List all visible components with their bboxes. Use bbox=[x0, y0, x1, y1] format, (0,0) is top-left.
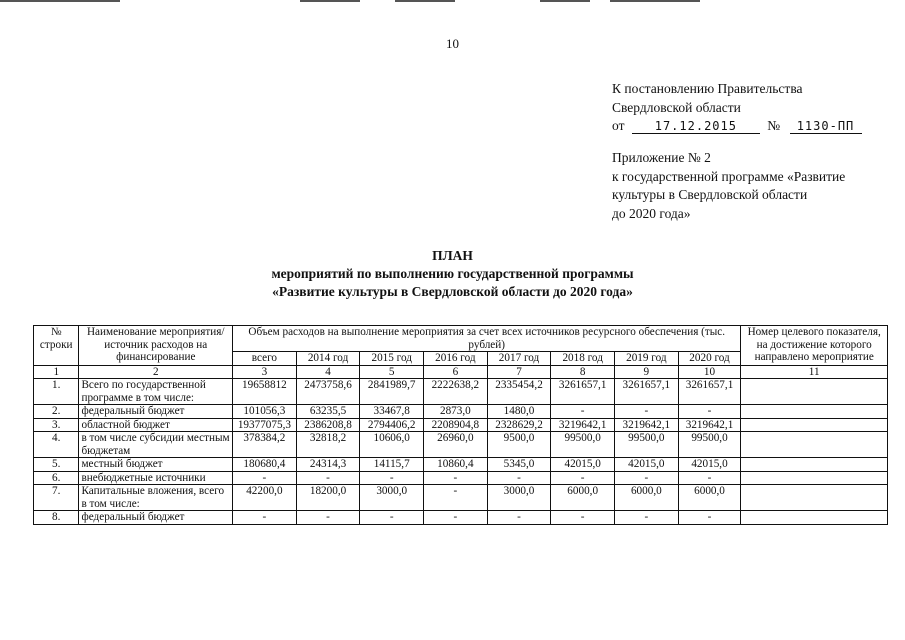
row-value: - bbox=[424, 471, 488, 485]
row-value: 3261657,1 bbox=[551, 379, 615, 405]
row-value: 3261657,1 bbox=[678, 379, 741, 405]
row-name: в том числе субсидии местным бюджетам bbox=[79, 432, 233, 458]
row-value: - bbox=[551, 471, 615, 485]
column-index: 7 bbox=[487, 365, 551, 379]
plan-table bbox=[33, 325, 888, 525]
scan-edge-line bbox=[395, 0, 455, 2]
decree-line: Свердловской области bbox=[612, 99, 741, 115]
row-number: 1. bbox=[34, 379, 79, 405]
appendix-line: Приложение № 2 bbox=[612, 150, 711, 165]
row-value: 3219642,1 bbox=[551, 418, 615, 432]
row-name: внебюджетные источники bbox=[79, 471, 233, 485]
document-heading bbox=[0, 247, 905, 301]
row-value: 42015,0 bbox=[678, 458, 741, 472]
column-index: 2 bbox=[79, 365, 233, 379]
header-row-number: № строки bbox=[34, 326, 79, 366]
row-value: 6000,0 bbox=[678, 485, 741, 511]
row-value: 63235,5 bbox=[296, 405, 360, 419]
row-value: 3261657,1 bbox=[615, 379, 679, 405]
row-value: 42015,0 bbox=[615, 458, 679, 472]
table-row bbox=[34, 432, 888, 458]
row-value: 180680,4 bbox=[233, 458, 297, 472]
scan-edge-line bbox=[0, 0, 120, 2]
table-row bbox=[34, 379, 888, 405]
row-value: - bbox=[233, 511, 297, 525]
row-name: федеральный бюджет bbox=[79, 511, 233, 525]
row-value: 2328629,2 bbox=[487, 418, 551, 432]
row-value: 2873,0 bbox=[424, 405, 488, 419]
table-row bbox=[34, 405, 888, 419]
appendix-line: культуры в Свердловской области bbox=[612, 187, 808, 202]
row-value: 2335454,2 bbox=[487, 379, 551, 405]
table-row bbox=[34, 471, 888, 485]
row-indicator bbox=[741, 485, 888, 511]
row-value: 10860,4 bbox=[424, 458, 488, 472]
row-value: 42200,0 bbox=[233, 485, 297, 511]
row-value: 9500,0 bbox=[487, 432, 551, 458]
page-number: 10 bbox=[446, 36, 459, 51]
table-row bbox=[34, 418, 888, 432]
row-value: - bbox=[360, 511, 424, 525]
header-indicator: Номер целевого показателя, на достижение которого направлено мероприятие bbox=[741, 326, 888, 366]
row-name: местный бюджет bbox=[79, 458, 233, 472]
column-index: 6 bbox=[424, 365, 488, 379]
subheader-year: 2016 год bbox=[424, 352, 488, 366]
row-value: 2473758,6 bbox=[296, 379, 360, 405]
row-value: 2794406,2 bbox=[360, 418, 424, 432]
row-name: Капитальные вложения, всего в том числе: bbox=[79, 485, 233, 511]
column-index: 9 bbox=[615, 365, 679, 379]
row-value: 33467,8 bbox=[360, 405, 424, 419]
row-number: 4. bbox=[34, 432, 79, 458]
decree-number: 1130-ПП bbox=[790, 119, 862, 134]
row-value: 2841989,7 bbox=[360, 379, 424, 405]
column-index: 11 bbox=[741, 365, 888, 379]
heading-subtitle: мероприятий по выполнению государственной программы bbox=[271, 266, 634, 281]
subheader-year: 2019 год bbox=[615, 352, 679, 366]
row-name: федеральный бюджет bbox=[79, 405, 233, 419]
decree-number-label: № bbox=[767, 118, 781, 133]
subheader-year: 2020 год bbox=[678, 352, 741, 366]
appendix-line: к государственной программе «Развитие bbox=[612, 168, 846, 184]
column-index: 5 bbox=[360, 365, 424, 379]
subheader-year: 2015 год bbox=[360, 352, 424, 366]
row-number: 5. bbox=[34, 458, 79, 472]
row-value: 3000,0 bbox=[487, 485, 551, 511]
table-row bbox=[34, 511, 888, 525]
row-value: 18200,0 bbox=[296, 485, 360, 511]
column-index: 4 bbox=[296, 365, 360, 379]
row-value: - bbox=[296, 471, 360, 485]
row-value: 99500,0 bbox=[615, 432, 679, 458]
row-value: 19658812 bbox=[233, 379, 297, 405]
row-value: - bbox=[678, 405, 741, 419]
row-value: - bbox=[487, 471, 551, 485]
row-value: 378384,2 bbox=[233, 432, 297, 458]
row-value: 32818,2 bbox=[296, 432, 360, 458]
row-indicator bbox=[741, 379, 888, 405]
row-value: - bbox=[615, 511, 679, 525]
row-value: 6000,0 bbox=[551, 485, 615, 511]
subheader-year: 2014 год bbox=[296, 352, 360, 366]
row-value: - bbox=[551, 405, 615, 419]
row-number: 7. bbox=[34, 485, 79, 511]
row-value: - bbox=[424, 511, 488, 525]
row-indicator bbox=[741, 458, 888, 472]
row-value: - bbox=[678, 511, 741, 525]
row-value: - bbox=[615, 471, 679, 485]
row-value: 99500,0 bbox=[551, 432, 615, 458]
row-value: 3000,0 bbox=[360, 485, 424, 511]
table-row bbox=[34, 485, 888, 511]
header-name: Наименование мероприятия/ источник расходов на финансирование bbox=[79, 326, 233, 366]
row-value: - bbox=[551, 511, 615, 525]
row-indicator bbox=[741, 511, 888, 525]
decree-reference bbox=[612, 80, 862, 136]
row-value: 2208904,8 bbox=[424, 418, 488, 432]
row-value: 26960,0 bbox=[424, 432, 488, 458]
row-value: 99500,0 bbox=[678, 432, 741, 458]
row-value: - bbox=[424, 485, 488, 511]
decree-line: К постановлению Правительства bbox=[612, 81, 803, 96]
scan-edge-line bbox=[610, 0, 700, 2]
row-number: 3. bbox=[34, 418, 79, 432]
row-indicator bbox=[741, 405, 888, 419]
row-value: 42015,0 bbox=[551, 458, 615, 472]
column-index: 8 bbox=[551, 365, 615, 379]
row-value: 2386208,8 bbox=[296, 418, 360, 432]
scan-edge-line bbox=[540, 0, 590, 2]
subheader-year: 2017 год bbox=[487, 352, 551, 366]
decree-from-label: от bbox=[612, 118, 625, 133]
row-number: 2. bbox=[34, 405, 79, 419]
appendix-block bbox=[612, 149, 845, 223]
row-value: 3219642,1 bbox=[678, 418, 741, 432]
row-value: 2222638,2 bbox=[424, 379, 488, 405]
column-index: 3 bbox=[233, 365, 297, 379]
row-value: - bbox=[233, 471, 297, 485]
decree-date-number bbox=[612, 117, 862, 136]
row-value: 6000,0 bbox=[615, 485, 679, 511]
row-value: 3219642,1 bbox=[615, 418, 679, 432]
row-value: - bbox=[360, 471, 424, 485]
header-volume: Объем расходов на выполнение мероприятия за счет всех источников ресурсного обеспечения (тыс. рублей) bbox=[233, 326, 741, 352]
row-value: 1480,0 bbox=[487, 405, 551, 419]
row-indicator bbox=[741, 418, 888, 432]
column-index: 10 bbox=[678, 365, 741, 379]
scan-edge-line bbox=[300, 0, 360, 2]
row-value: - bbox=[615, 405, 679, 419]
row-indicator bbox=[741, 432, 888, 458]
row-value: 10606,0 bbox=[360, 432, 424, 458]
subheader-year: 2018 год bbox=[551, 352, 615, 366]
row-value: 5345,0 bbox=[487, 458, 551, 472]
row-name: Всего по государственной программе в том числе: bbox=[79, 379, 233, 405]
row-value: - bbox=[678, 471, 741, 485]
row-value: - bbox=[296, 511, 360, 525]
appendix-line: до 2020 года» bbox=[612, 205, 691, 221]
row-indicator bbox=[741, 471, 888, 485]
row-value: 19377075,3 bbox=[233, 418, 297, 432]
row-name: областной бюджет bbox=[79, 418, 233, 432]
table-row bbox=[34, 458, 888, 472]
row-value: 101056,3 bbox=[233, 405, 297, 419]
heading-subtitle: «Развитие культуры в Свердловской области до 2020 года» bbox=[272, 284, 633, 299]
row-value: - bbox=[487, 511, 551, 525]
row-number: 6. bbox=[34, 471, 79, 485]
heading-title: ПЛАН bbox=[432, 248, 473, 263]
row-value: 14115,7 bbox=[360, 458, 424, 472]
row-value: 24314,3 bbox=[296, 458, 360, 472]
column-index: 1 bbox=[34, 365, 79, 379]
subheader-total: всего bbox=[233, 352, 297, 366]
decree-date: 17.12.2015 bbox=[632, 119, 760, 134]
row-number: 8. bbox=[34, 511, 79, 525]
